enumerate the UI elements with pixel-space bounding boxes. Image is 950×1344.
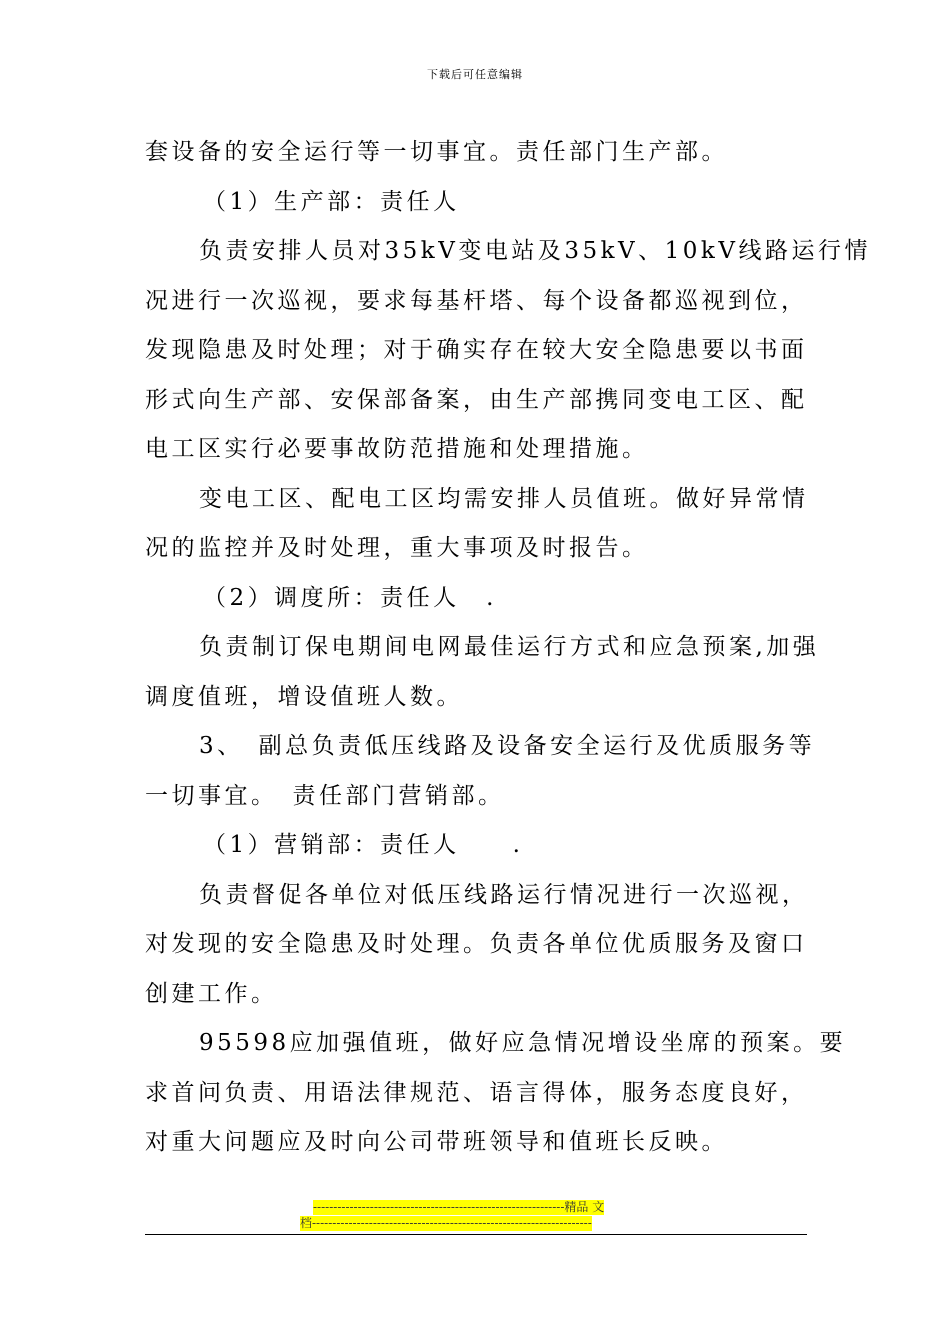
paragraph-line: 创建工作。: [145, 980, 278, 1007]
footer-line-1: --------------------------------------------------------------精品 文: [313, 1200, 605, 1214]
paragraph-line: 形式向生产部、安保部备案，由生产部携同变电工区、配: [145, 386, 808, 413]
paragraph-line: 对发现的安全隐患及时处理。负责各单位优质服务及窗口: [145, 931, 808, 957]
paragraph-line: 调度值班，增设值班人数。: [145, 683, 463, 710]
paragraph-line: 发现隐患及时处理；对于确实存在较大安全隐患要以书面: [145, 337, 808, 363]
paragraph-line: 况的监控并及时处理，重大事项及时报告。: [145, 535, 649, 561]
section-heading: （1）生产部：责任人: [203, 188, 460, 215]
paragraph-line: 变电工区、配电工区均需安排人员值班。做好异常情: [199, 485, 809, 512]
page-header: 下载后可任意编辑: [427, 68, 523, 81]
numbered-item: 3、 副总负责低压线路及设备安全运行及优质服务等: [199, 733, 816, 759]
paragraph-line: 电工区实行必要事故防范措施和处理措施。: [145, 436, 649, 462]
paragraph-line: 负责督促各单位对低压线路运行情况进行一次巡视，: [199, 881, 809, 908]
footer-line-2: 档---------------------------------------------------------------------: [300, 1216, 592, 1230]
paragraph-line: 一切事宜。 责任部门营销部。: [145, 782, 505, 809]
section-heading: （1）营销部：责任人 .: [203, 832, 524, 858]
document-body: [145, 128, 871, 1168]
paragraph-line: 况进行一次巡视，要求每基杆塔、每个设备都巡视到位，: [145, 287, 808, 314]
paragraph-line: 求首问负责、用语法律规范、语言得体，服务态度良好，: [145, 1079, 808, 1106]
paragraph-line: 套设备的安全运行等一切事宜。责任部门生产部。: [145, 139, 728, 165]
footer-divider: [145, 1234, 807, 1235]
paragraph-line: 负责制订保电期间电网最佳运行方式和应急预案,加强: [199, 634, 820, 660]
paragraph-line: 负责安排人员对35kV变电站及35kV、10kV线路运行情: [199, 238, 871, 264]
section-heading: （2）调度所：责任人 .: [203, 584, 497, 611]
paragraph-line: 对重大问题应及时向公司带班领导和值班长反映。: [145, 1129, 728, 1155]
paragraph-line: 95598应加强值班，做好应急情况增设坐席的预案。要: [199, 1030, 847, 1056]
